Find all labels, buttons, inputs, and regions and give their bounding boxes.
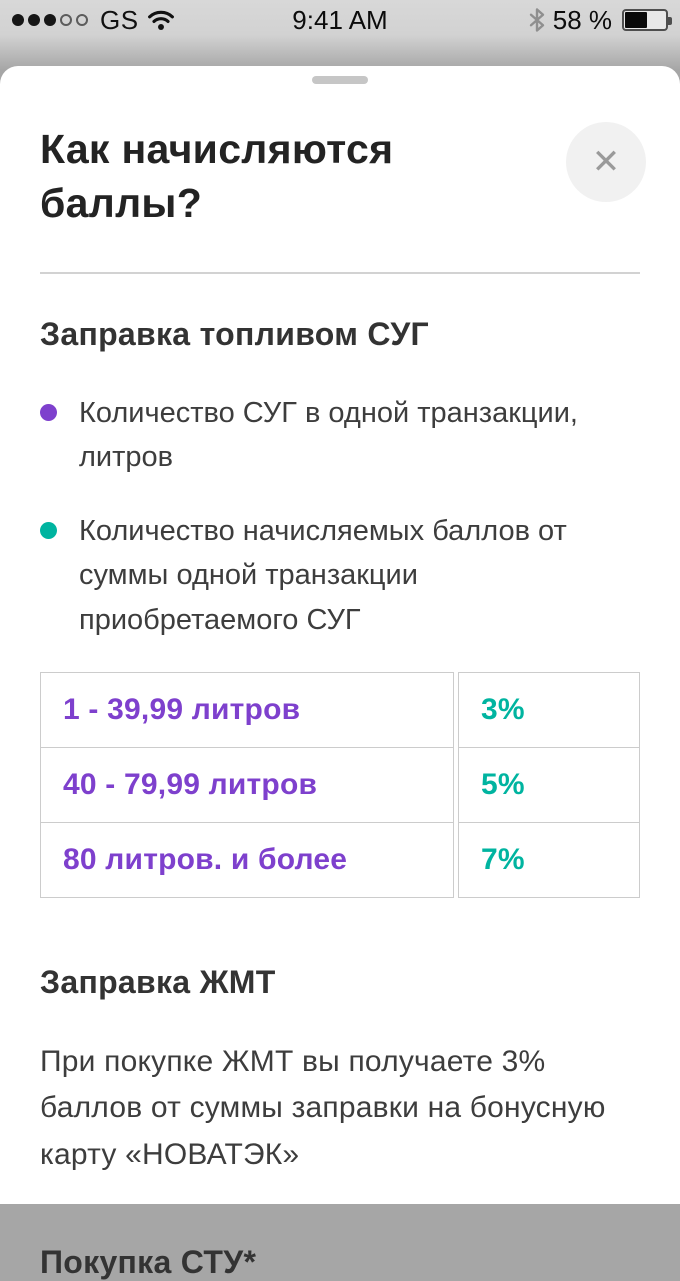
rates-column-percent: [458, 672, 640, 898]
legend-list: [40, 391, 640, 641]
section-heading-zhmt: Заправка ЖМТ: [40, 963, 276, 1000]
table-cell-range: 80 литров. и более: [40, 822, 454, 898]
sheet-title: Как начисляются баллы?: [40, 126, 394, 227]
battery-icon: [622, 9, 668, 31]
table-cell-range: 1 - 39,99 литров: [40, 672, 454, 748]
carrier-label: GS: [100, 4, 139, 35]
status-bar: [0, 0, 680, 40]
teal-bullet-icon: [40, 522, 57, 539]
rates-column-volume: [40, 672, 454, 898]
list-item-label: Количество СУГ в одной транзакции, литров: [79, 397, 578, 474]
section-heading-lpg: Заправка топливом СУГ: [40, 316, 429, 353]
bottom-sheet: [0, 66, 680, 1281]
zhmt-description: При покупке ЖМТ вы получаете 3% баллов от суммы заправки на бонусную карту «НОВАТЭК»: [40, 1044, 606, 1171]
sheet-drag-handle[interactable]: [312, 76, 368, 84]
list-item: [40, 391, 615, 479]
purple-bullet-icon: [40, 404, 57, 421]
close-icon: ✕: [591, 143, 621, 181]
battery-percent-label: 58 %: [552, 4, 612, 35]
list-item-label: Количество начисляемых баллов от суммы одной транзакции приобретаемого СУГ: [79, 515, 567, 636]
table-cell-percent: 5%: [458, 747, 640, 823]
table-cell-percent: 7%: [458, 822, 640, 898]
list-item: [40, 509, 615, 641]
rates-table: [40, 672, 640, 898]
table-cell-range: 40 - 79,99 литров: [40, 747, 454, 823]
section-heading-stu: Покупка СТУ*: [40, 1244, 257, 1281]
close-button[interactable]: [566, 122, 646, 202]
header-divider: [40, 272, 640, 274]
table-cell-percent: 3%: [458, 672, 640, 748]
status-time: 9:41 AM: [292, 4, 388, 35]
